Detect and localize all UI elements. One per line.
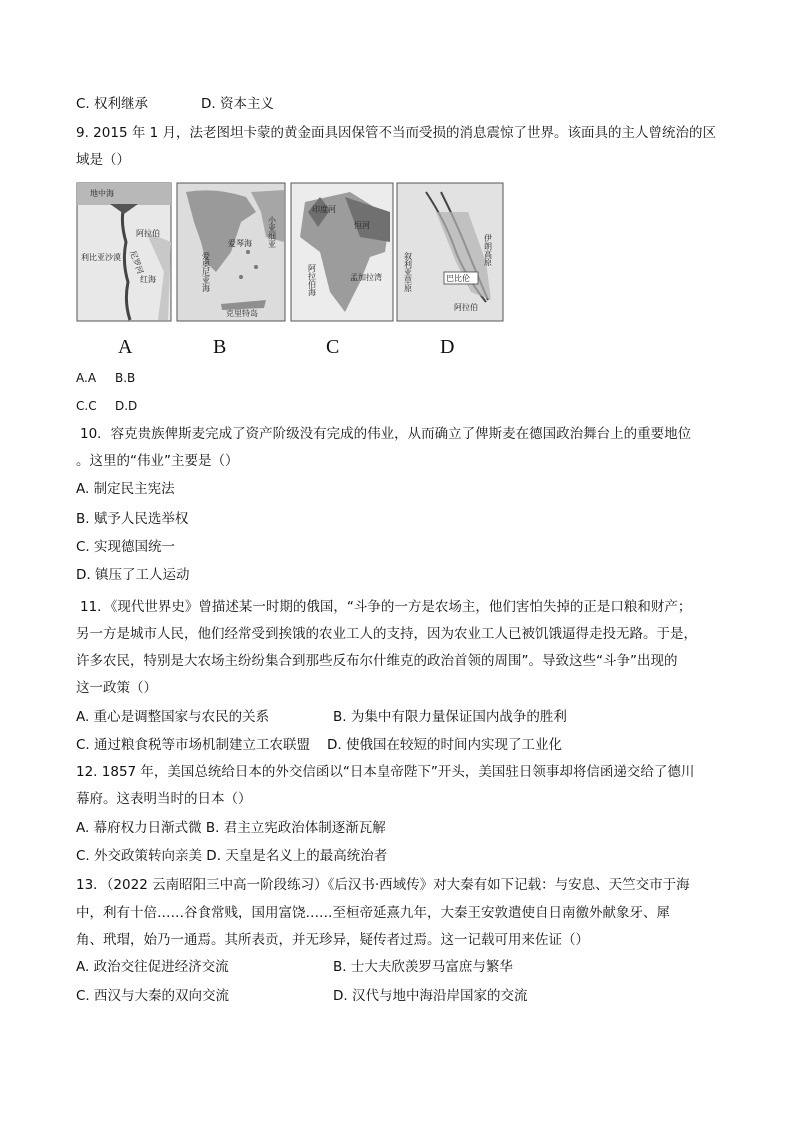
q9-option-c: C.C: [76, 399, 97, 413]
map-d-label-2: 叙利亚草原: [403, 252, 413, 292]
q8-option-c: C. 权利继承: [76, 96, 149, 112]
q9-stem-line1: 9. 2015 年 1 月，法老图坦卡蒙的黄金面具因保管不当而受损的消息震惊了世界。该面具的主人曾统治的区: [76, 125, 716, 141]
map-a-label-1: 地中海: [90, 189, 114, 198]
q13-option-c: C. 西汉与大秦的双向交流: [76, 988, 230, 1004]
q9-stem-line2: 域是（）: [76, 152, 130, 168]
q13-stem-line3: 角、玳瑁，始乃一通焉。其所表贡，并无珍异，疑传者过焉。这一记载可用来佐证（）: [76, 932, 589, 948]
q10-option-a: A. 制定民主宪法: [76, 481, 175, 497]
map-a-label-3: 利比亚沙漠: [81, 253, 121, 262]
map-c: [291, 183, 393, 321]
q9-option-d: D.D: [115, 399, 138, 413]
q10-stem-line1: 10．容克贵族俾斯麦完成了资产阶级没有完成的伟业，从而确立了俾斯麦在德国政治舞台上的重要地位: [80, 426, 692, 442]
q11-stem-line4: 这一政策（）: [76, 680, 157, 696]
q12-options-ab: A. 幕府权力日渐式微 B. 君主立宪政治体制逐渐瓦解: [76, 820, 386, 836]
map-d: [397, 183, 503, 321]
map-a-label-5: 尼罗河: [128, 249, 145, 276]
q12-options-cd: C. 外交政策转向亲美 D. 天皇是名义上的最高统治者: [76, 848, 388, 864]
q13-option-a: A. 政治交往促进经济交流: [76, 959, 229, 975]
q11-stem-line1: 11．《现代世界史》曾描述某一时期的俄国，“斗争的一方是农场主，他们害怕失掉的正是口粮和财产；: [80, 599, 692, 615]
map-c-label-3: 阿拉伯海: [307, 264, 317, 296]
q11-option-a: A. 重心是调整国家与农民的关系: [76, 709, 270, 725]
map-b: [177, 183, 285, 321]
map-a-label-2: 阿拉伯: [136, 229, 160, 238]
q10-option-d: D. 镇压了工人运动: [76, 567, 190, 583]
map-d-label-3: 阿拉伯: [454, 303, 478, 312]
q10-option-b: B. 赋予人民选举权: [76, 511, 189, 527]
map-a-label-4: 红海: [140, 275, 156, 284]
q9-maps: [76, 182, 506, 324]
map-d-label-4: 巴比伦: [446, 274, 470, 283]
q9-option-b: B.B: [115, 371, 136, 385]
map-c-letter: C: [326, 336, 340, 358]
q10-stem-line2: 。这里的“伟业”主要是（）: [76, 453, 239, 469]
q12-stem-line2: 幕府。这表明当时的日本（）: [76, 791, 252, 807]
q8-option-d: D. 资本主义: [201, 96, 274, 112]
q12-stem-line1: 12. 1857 年，美国总统给日本的外交信函以“日本皇帝陛下”开头，美国驻日领事却将信函递交给了德川: [76, 764, 695, 780]
map-b-letter: B: [213, 336, 227, 358]
q11-option-b: B. 为集中有限力量保证国内战争的胜利: [333, 709, 567, 725]
map-b-label-1: 爱琴海: [228, 239, 252, 248]
q11-stem-line3: 许多农民，特别是大农场主纷纷集合到那些反布尔什维克的政治首领的周围”。导致这些“斗争”出现的: [76, 653, 678, 669]
q9-option-a: A.A: [76, 371, 97, 385]
q11-stem-line2: 另一方是城市人民，他们经常受到挨饿的农业工人的支持，因为农业工人已被饥饿逼得走投无路。于是，: [76, 626, 697, 642]
map-d-label-1: 伊朗高原: [483, 234, 493, 266]
map-c-label-1: 印度河: [312, 205, 336, 214]
q13-option-b: B. 士大夫欣羡罗马富庶与繁华: [333, 959, 513, 975]
map-c-label-4: 孟加拉湾: [350, 273, 382, 282]
map-c-label-2: 恒河: [354, 221, 370, 230]
q13-stem-line2: 中，利有十倍……谷食常贱，国用富饶……至桓帝延熹九年，大秦王安敦遣使自日南徼外献象牙、犀: [76, 905, 670, 921]
q11-option-d: D. 使俄国在较短的时间内实现了工业化: [327, 737, 562, 753]
q13-option-d: D. 汉代与地中海沿岸国家的交流: [333, 988, 528, 1004]
q13-stem-line1: 13．（2022 云南昭阳三中高一阶段练习）《后汉书·西域传》对大秦有如下记载：与安息、天竺交市于海: [76, 877, 690, 893]
map-b-label-2: 爱奥尼亚海: [201, 252, 211, 292]
map-b-label-4: 克里特岛: [226, 309, 258, 318]
q10-option-c: C. 实现德国统一: [76, 539, 176, 555]
map-a: [77, 183, 171, 321]
map-b-label-3: 小亚细亚: [267, 216, 277, 248]
q11-option-c: C. 通过粮食税等市场机制建立工农联盟: [76, 737, 311, 753]
map-d-letter: D: [440, 336, 455, 358]
map-a-letter: A: [118, 336, 133, 358]
